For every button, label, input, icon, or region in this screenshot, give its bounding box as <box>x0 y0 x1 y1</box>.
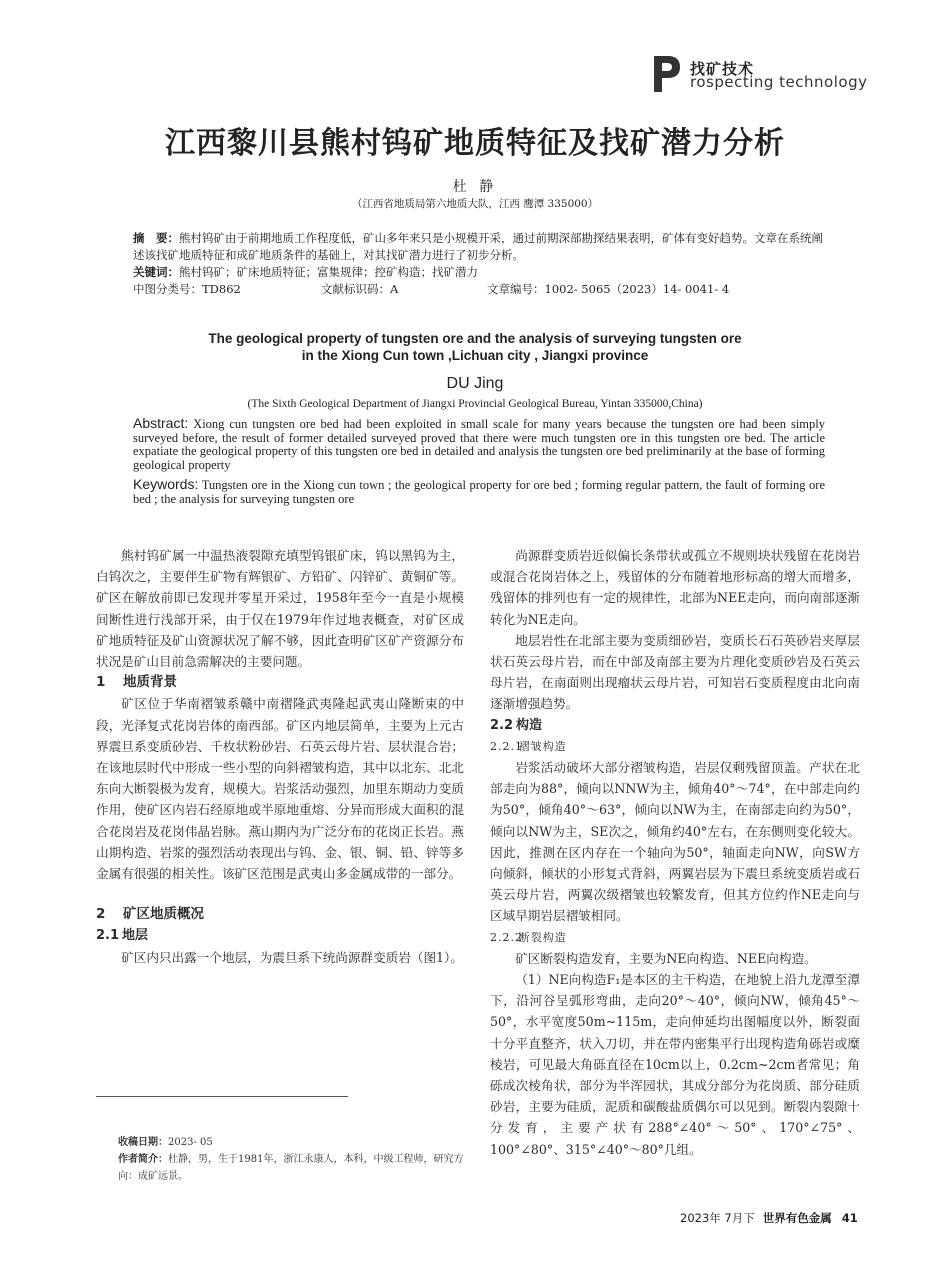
author-en: DU Jing <box>446 375 504 392</box>
section-2-2-1-number: 2.2.1 <box>490 739 523 753</box>
author-bio-text: 杜静，男，生于1981年，浙江永康人，本科，中级工程师，研究方向：成矿远景。 <box>118 1154 464 1182</box>
abstract-en <box>133 417 825 472</box>
journal-name: 世界有色金属 <box>762 1211 832 1225</box>
page-footer <box>680 1210 858 1226</box>
paper-title-en-line1: The geological property of tungsten ore and the analysis of surveying tungsten ore <box>208 331 742 346</box>
paper-title-en-line2: in the Xiong Cun town ,Lichuan city , Jiangxi province <box>301 348 649 363</box>
footnote <box>118 1134 468 1185</box>
section-1-title: 地质背景 <box>123 674 177 691</box>
section-2-1-paragraph: 矿区内只出露一个地层，为震旦系下统尚源群变质岩（图1）。 <box>121 949 463 965</box>
fold-structure-paragraph: 岩浆活动破坏大部分褶皱构造，岩层仅剩残留顶盖。产状在北部走向为88°，倾向以NNW为主，倾角40°～74°，在中部走向约为50°，倾角40°～63°，倾向以NW为主，在南部走向约为50°，倾向以NW为主，SE次之，倾角约40°左右，在东侧则变化较大。因此，推测在区内存在一个轴向为50°，轴面走向NW，向SW方向倾斜，倾状的小形复式背斜，两翼岩层为下震旦系统变质岩或石英云母片岩，两翼次级褶皱也较繁发育，但其方位约作NE走向与区域早期岩层褶皱相同。 <box>490 760 860 924</box>
body-left-column <box>96 545 464 968</box>
fault-structure-paragraph-2: （1）NE向构造F₁是本区的主干构造，在地貌上沿九龙潭至潭下，沿河谷呈弧形弯曲，走向20°～40°，倾向NW，倾角45°～50°，水平宽度50m~115m，走向伸延均出图幅度以外，断裂面十分平直整齐，状入刀切，并在带内密集平行出现构造角砾岩或糜棱岩，可见最大角砾直径在10cm以上，0.2cm~2cm者常见；角砾成次棱角状，部分为半浑园状，其成分部分为花岗质、部分硅质砂岩，主要为硅质，泥质和碳酸盐质偶尔可以见到。断裂内裂隙十分发育，主要产状有288°∠40°～50°、170°∠75°、100°∠80°、315°∠40°～80°几组。 <box>490 972 860 1157</box>
keywords-cn-text: 熊村钨矿；矿床地质特征；富集规律；控矿构造；找矿潜力 <box>179 265 478 279</box>
section-2-2-1-heading <box>490 736 860 757</box>
section-2-2-2-number: 2.2.2 <box>490 930 523 944</box>
footnote-divider <box>96 1096 348 1097</box>
paper-title-en <box>0 330 950 364</box>
paper-title: 江西黎川县熊村钨矿地质特征及找矿潜力分析 <box>165 126 785 161</box>
page-number: 41 <box>841 1211 858 1225</box>
section-2-number: 2 <box>96 906 106 923</box>
article-number: 文章编号：1002- 5065（2023）14- 0041- 4 <box>487 282 730 296</box>
section-2-2-heading <box>490 715 860 736</box>
issue-date: 2023年 7月下 <box>680 1211 755 1225</box>
affiliation-cn: （江西省地质局第六地质大队，江西 鹰潭 335000） <box>351 198 599 210</box>
keywords-cn-label: 关键词： <box>133 265 179 279</box>
section-brand-en: rospecting technology <box>690 73 868 91</box>
section-2-2-number: 2.2 <box>490 717 514 733</box>
abstract-en-text: Xiong cun tungsten ore bed had been exploited in small scale for many years because the tungsten ore had been simply surveyed before, the result of former detailed surveyed proved that there were much tungsten ore in this tungsten ore bed. The article expatiate the geological property of this tungsten ore bed in detailed and analysis the tungsten ore bed preliminarily at the base of forming geological property <box>133 417 825 472</box>
received-date-value: 2023- 05 <box>168 1137 213 1148</box>
received-date-label: 收稿日期： <box>118 1137 168 1148</box>
abstract-cn-label: 摘 要： <box>133 231 179 245</box>
section-brand-cn: 找矿技术 <box>690 60 755 78</box>
author-bio <box>118 1151 468 1185</box>
clc-number: 中图分类号：TD862 <box>133 282 241 296</box>
keywords-en-text: Tungsten ore in the Xiong cun town ; the geological property for ore bed ; forming regular pattern, the fault of forming ore bed ; the analysis for surveying tungsten ore <box>133 478 825 506</box>
abstract-cn-text: 熊村钨矿由于前期地质工作程度低，矿山多年来只是小规模开采，通过前期深部勘探结果表明，矿体有变好趋势。文章在系统阐述该找矿地质特征和成矿地质条件的基础上，对其找矿潜力进行了初步分析。 <box>133 231 823 262</box>
section-2-2-title: 构造 <box>516 717 543 733</box>
author-cn: 杜 静 <box>452 179 498 195</box>
body-right-column <box>490 545 860 1160</box>
author-bio-label: 作者简介： <box>118 1154 168 1165</box>
section-1-paragraph: 矿区位于华南褶皱系赣中南褶隆武夷隆起武夷山隆断束的中段，光泽复式花岗岩体的南西部。矿区内地层简单，主要为上元古界震旦系变质砂岩、千枚状粉砂岩、石英云母片岩、层状混合岩；在该地层时代中形成一些小型的向斜褶皱构造，其中以北东、北北东向大断裂极为发育，规模大。岩浆活动强烈，加里东期动力变质作用，使矿区内岩石经原地或半原地重熔、分异而形成大面积的混合花岗岩及花岗伟晶岩脉。燕山期内为广泛分布的花岗正长岩。燕山期构造、岩浆的强烈活动表现出与钨、金、银、铜、铅、锌等多金属有很强的相关性。该矿区范围是武夷山多金属成带的一部分。 <box>96 696 464 882</box>
journal-logo-icon <box>652 54 682 94</box>
document-code: 文献标识码：A <box>321 282 399 296</box>
keywords-en <box>133 478 825 506</box>
section-2-title: 矿区地质概况 <box>123 906 204 923</box>
section-2-1-number: 2.1 <box>96 928 120 944</box>
strata-paragraph-1: 尚源群变质岩近似偏长条带状或孤立不规则块状残留在花岗岩或混合花岗岩体之上，残留体的分布随着地形标高的增大而增多，残留体的排列也有一定的规律性，北部为NEE走向，而向南部逐渐转化为NE走向。 <box>490 548 860 627</box>
strata-paragraph-2: 地层岩性在北部主要为变质细砂岩，变质长石石英砂岩夹厚层状石英云母片岩，而在中部及南部主要为片理化变质砂岩及石英云母片岩，在南面则出现瘤状云母片岩，可知岩石变质程度由北向南逐渐增强趋势。 <box>490 632 860 712</box>
section-2-heading <box>96 904 464 925</box>
intro-paragraph: 熊村钨矿属一中温热液裂隙充填型钨银矿床，钨以黑钨为主，白钨次之，主要伴生矿物有辉银矿、方铅矿、闪锌矿、黄铜矿等。矿区在解放前即已发现并零星开采过，1958年至今一直是小规模间断性进行浅部开采，由于仅在1979年作过地表概查，对矿区成矿地质特征及矿山资源状况了解不够，因此查明矿区矿产资源分布状况是矿山目前急需解决的主要问题。 <box>96 548 464 670</box>
section-2-2-1-title: 褶皱构造 <box>518 739 567 753</box>
section-1-number: 1 <box>96 674 106 691</box>
abstract-cn <box>133 230 823 264</box>
section-1-heading <box>96 672 464 693</box>
fault-structure-paragraph-1: 矿区断裂构造发育，主要为NE向构造、NEE向构造。 <box>515 950 817 966</box>
section-2-1-title: 地层 <box>122 928 149 944</box>
received-date <box>118 1134 468 1151</box>
keywords-en-label: Keywords: <box>133 476 199 492</box>
affiliation-en: (The Sixth Geological Department of Jiangxi Provincial Geological Bureau, Yintan 335000,China) <box>247 398 703 410</box>
abstract-en-label: Abstract: <box>133 415 189 431</box>
section-2-1-heading <box>96 925 464 946</box>
section-2-2-2-heading <box>490 927 860 948</box>
section-2-2-2-title: 断裂构造 <box>518 930 567 944</box>
keywords-cn <box>133 264 823 281</box>
